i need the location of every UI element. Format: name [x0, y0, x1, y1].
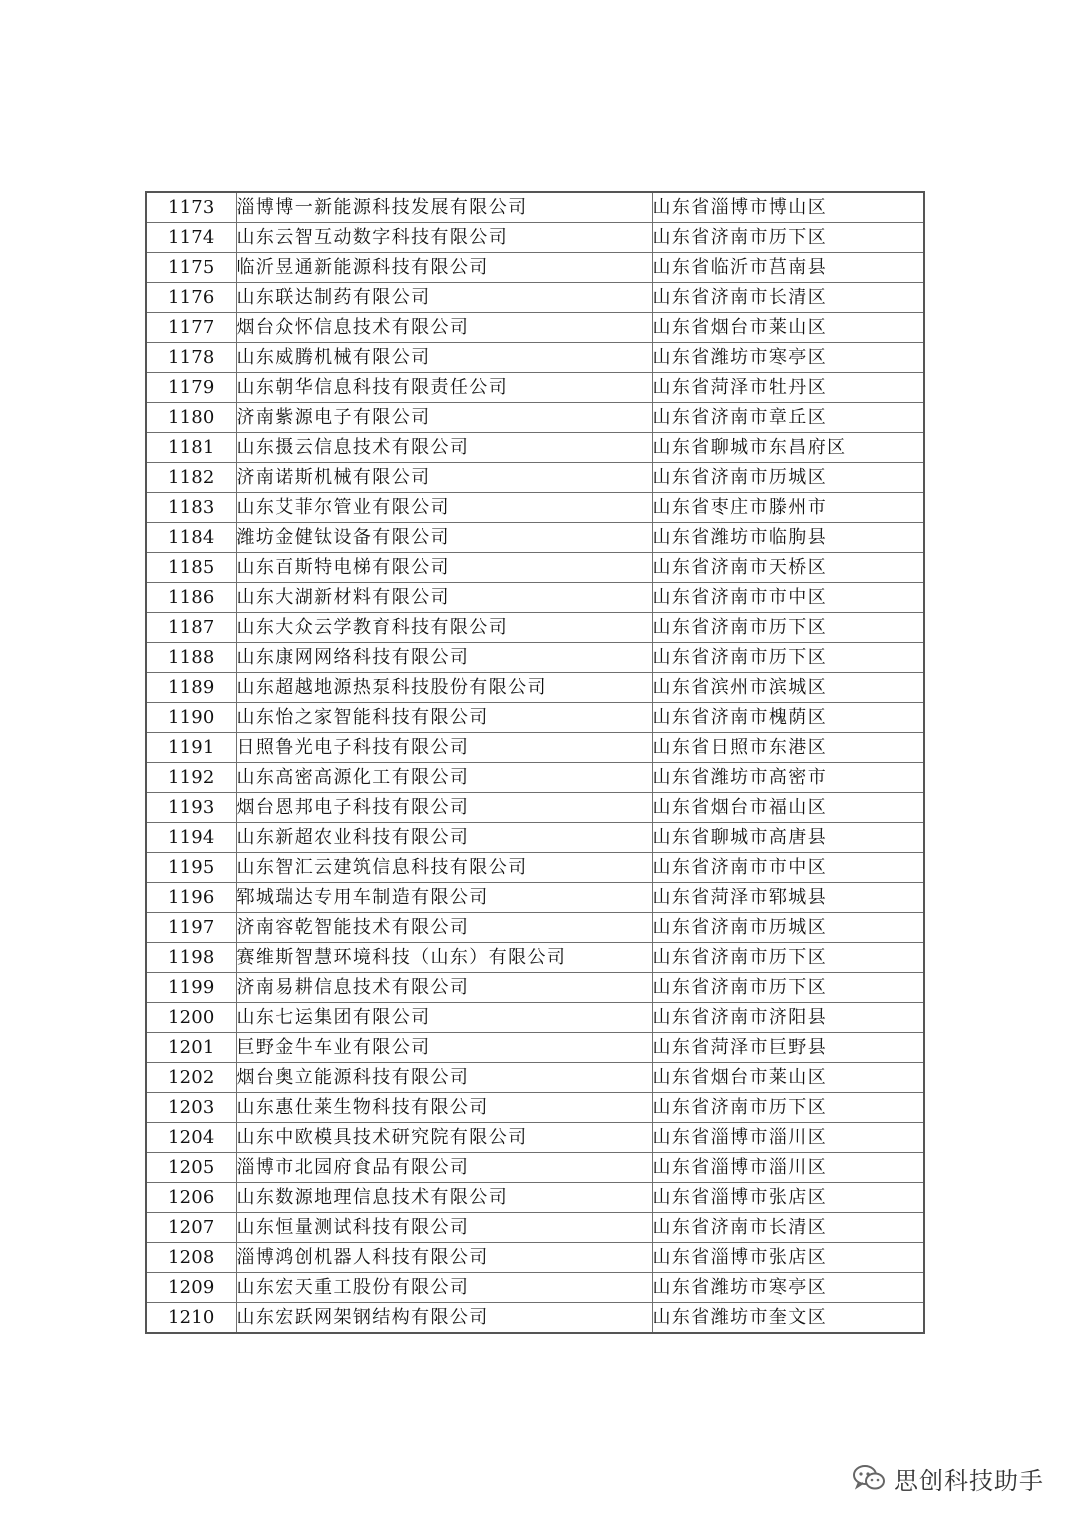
company-name: 淄博鸿创机器人科技有限公司	[236, 1243, 652, 1273]
row-number: 1183	[146, 493, 236, 523]
row-number: 1198	[146, 943, 236, 973]
company-name: 烟台奥立能源科技有限公司	[236, 1063, 652, 1093]
company-name: 山东中欧模具技术研究院有限公司	[236, 1123, 652, 1153]
table-row	[146, 583, 924, 613]
company-location: 山东省济南市长清区	[652, 283, 924, 313]
row-number: 1202	[146, 1063, 236, 1093]
company-name: 山东恒量测试科技有限公司	[236, 1213, 652, 1243]
company-name: 赛维斯智慧环境科技（山东）有限公司	[236, 943, 652, 973]
row-number: 1177	[146, 313, 236, 343]
company-name: 烟台众怀信息技术有限公司	[236, 313, 652, 343]
company-name: 山东摄云信息技术有限公司	[236, 433, 652, 463]
company-name: 山东超越地源热泵科技股份有限公司	[236, 673, 652, 703]
company-location: 山东省济南市长清区	[652, 1213, 924, 1243]
company-name: 郓城瑞达专用车制造有限公司	[236, 883, 652, 913]
row-number: 1175	[146, 253, 236, 283]
company-location: 山东省济南市历下区	[652, 973, 924, 1003]
company-location: 山东省济南市历下区	[652, 943, 924, 973]
company-location: 山东省烟台市莱山区	[652, 313, 924, 343]
company-name: 烟台恩邦电子科技有限公司	[236, 793, 652, 823]
company-name: 山东康网网络科技有限公司	[236, 643, 652, 673]
row-number: 1188	[146, 643, 236, 673]
table-row	[146, 192, 924, 223]
table-row	[146, 343, 924, 373]
watermark-text: 思创科技助手	[894, 1466, 1044, 1495]
company-location: 山东省淄博市博山区	[652, 192, 924, 223]
table-row	[146, 973, 924, 1003]
table-row	[146, 313, 924, 343]
company-name: 山东朝华信息科技有限责任公司	[236, 373, 652, 403]
company-location: 山东省聊城市高唐县	[652, 823, 924, 853]
company-location: 山东省济南市济阳县	[652, 1003, 924, 1033]
row-number: 1181	[146, 433, 236, 463]
company-name: 山东惠仕莱生物科技有限公司	[236, 1093, 652, 1123]
wechat-icon	[852, 1463, 886, 1493]
row-number: 1206	[146, 1183, 236, 1213]
row-number: 1179	[146, 373, 236, 403]
company-name: 山东宏天重工股份有限公司	[236, 1273, 652, 1303]
table-row	[146, 1243, 924, 1273]
company-name: 济南容乾智能技术有限公司	[236, 913, 652, 943]
table-row	[146, 223, 924, 253]
company-name: 临沂昱通新能源科技有限公司	[236, 253, 652, 283]
table-row	[146, 823, 924, 853]
company-name: 淄博市北园府食品有限公司	[236, 1153, 652, 1183]
table-row	[146, 763, 924, 793]
company-name: 山东大众云学教育科技有限公司	[236, 613, 652, 643]
table-row	[146, 643, 924, 673]
row-number: 1189	[146, 673, 236, 703]
company-name: 山东云智互动数字科技有限公司	[236, 223, 652, 253]
table-row	[146, 1003, 924, 1033]
table-row	[146, 703, 924, 733]
company-name: 山东新超农业科技有限公司	[236, 823, 652, 853]
company-location: 山东省济南市章丘区	[652, 403, 924, 433]
row-number: 1207	[146, 1213, 236, 1243]
table-row	[146, 673, 924, 703]
row-number: 1191	[146, 733, 236, 763]
table-row	[146, 1303, 924, 1334]
row-number: 1205	[146, 1153, 236, 1183]
row-number: 1174	[146, 223, 236, 253]
table-row	[146, 1153, 924, 1183]
company-location: 山东省潍坊市奎文区	[652, 1303, 924, 1334]
table-row	[146, 913, 924, 943]
company-name: 巨野金牛车业有限公司	[236, 1033, 652, 1063]
row-number: 1185	[146, 553, 236, 583]
company-name: 山东宏跃网架钢结构有限公司	[236, 1303, 652, 1334]
row-number: 1173	[146, 192, 236, 223]
table-row	[146, 463, 924, 493]
company-location: 山东省临沂市莒南县	[652, 253, 924, 283]
table-row	[146, 793, 924, 823]
row-number: 1203	[146, 1093, 236, 1123]
table-row	[146, 283, 924, 313]
table-row	[146, 1033, 924, 1063]
company-name: 山东大湖新材料有限公司	[236, 583, 652, 613]
table-row	[146, 493, 924, 523]
table-row	[146, 553, 924, 583]
company-location: 山东省济南市历下区	[652, 613, 924, 643]
table-row	[146, 853, 924, 883]
table-row	[146, 1063, 924, 1093]
row-number: 1200	[146, 1003, 236, 1033]
company-location: 山东省济南市历城区	[652, 463, 924, 493]
row-number: 1209	[146, 1273, 236, 1303]
company-name: 山东七运集团有限公司	[236, 1003, 652, 1033]
row-number: 1208	[146, 1243, 236, 1273]
company-name: 淄博博一新能源科技发展有限公司	[236, 192, 652, 223]
company-location: 山东省潍坊市高密市	[652, 763, 924, 793]
row-number: 1190	[146, 703, 236, 733]
table-row	[146, 433, 924, 463]
row-number: 1196	[146, 883, 236, 913]
row-number: 1176	[146, 283, 236, 313]
row-number: 1187	[146, 613, 236, 643]
row-number: 1195	[146, 853, 236, 883]
company-location: 山东省日照市东港区	[652, 733, 924, 763]
table-row	[146, 1123, 924, 1153]
company-location: 山东省淄博市淄川区	[652, 1153, 924, 1183]
row-number: 1178	[146, 343, 236, 373]
company-name: 潍坊金健钛设备有限公司	[236, 523, 652, 553]
company-table-body	[146, 192, 924, 1333]
company-name: 山东威腾机械有限公司	[236, 343, 652, 373]
company-name: 山东百斯特电梯有限公司	[236, 553, 652, 583]
company-name: 山东数源地理信息技术有限公司	[236, 1183, 652, 1213]
table-row	[146, 943, 924, 973]
company-name: 济南诺斯机械有限公司	[236, 463, 652, 493]
table-row	[146, 253, 924, 283]
company-location: 山东省潍坊市寒亭区	[652, 343, 924, 373]
company-location: 山东省济南市历城区	[652, 913, 924, 943]
company-name: 济南紫源电子有限公司	[236, 403, 652, 433]
company-location: 山东省济南市历下区	[652, 223, 924, 253]
company-location: 山东省济南市槐荫区	[652, 703, 924, 733]
row-number: 1210	[146, 1303, 236, 1334]
company-location: 山东省菏泽市巨野县	[652, 1033, 924, 1063]
company-location: 山东省淄博市张店区	[652, 1183, 924, 1213]
company-name: 山东联达制药有限公司	[236, 283, 652, 313]
company-location: 山东省潍坊市临朐县	[652, 523, 924, 553]
company-table	[145, 191, 925, 1334]
company-location: 山东省淄博市淄川区	[652, 1123, 924, 1153]
table-row	[146, 733, 924, 763]
company-name: 日照鲁光电子科技有限公司	[236, 733, 652, 763]
row-number: 1193	[146, 793, 236, 823]
table-row	[146, 883, 924, 913]
row-number: 1180	[146, 403, 236, 433]
company-location: 山东省菏泽市牡丹区	[652, 373, 924, 403]
row-number: 1197	[146, 913, 236, 943]
table-row	[146, 1093, 924, 1123]
row-number: 1182	[146, 463, 236, 493]
row-number: 1201	[146, 1033, 236, 1063]
company-location: 山东省济南市天桥区	[652, 553, 924, 583]
company-location: 山东省淄博市张店区	[652, 1243, 924, 1273]
table-row	[146, 1273, 924, 1303]
company-location: 山东省济南市历下区	[652, 643, 924, 673]
company-location: 山东省潍坊市寒亭区	[652, 1273, 924, 1303]
company-location: 山东省滨州市滨城区	[652, 673, 924, 703]
company-location: 山东省菏泽市郓城县	[652, 883, 924, 913]
company-location: 山东省烟台市莱山区	[652, 1063, 924, 1093]
table-row	[146, 523, 924, 553]
row-number: 1192	[146, 763, 236, 793]
company-name: 济南易耕信息技术有限公司	[236, 973, 652, 1003]
company-location: 山东省枣庄市滕州市	[652, 493, 924, 523]
row-number: 1184	[146, 523, 236, 553]
company-name: 山东智汇云建筑信息科技有限公司	[236, 853, 652, 883]
row-number: 1186	[146, 583, 236, 613]
company-location: 山东省济南市市中区	[652, 583, 924, 613]
company-name: 山东艾菲尔管业有限公司	[236, 493, 652, 523]
company-name: 山东高密高源化工有限公司	[236, 763, 652, 793]
table-row	[146, 613, 924, 643]
table-row	[146, 403, 924, 433]
row-number: 1204	[146, 1123, 236, 1153]
company-location: 山东省烟台市福山区	[652, 793, 924, 823]
table-row	[146, 1183, 924, 1213]
table-row	[146, 1213, 924, 1243]
company-location: 山东省聊城市东昌府区	[652, 433, 924, 463]
watermark	[852, 1458, 1044, 1498]
company-location: 山东省济南市市中区	[652, 853, 924, 883]
company-location: 山东省济南市历下区	[652, 1093, 924, 1123]
table-row	[146, 373, 924, 403]
row-number: 1194	[146, 823, 236, 853]
company-name: 山东怡之家智能科技有限公司	[236, 703, 652, 733]
row-number: 1199	[146, 973, 236, 1003]
